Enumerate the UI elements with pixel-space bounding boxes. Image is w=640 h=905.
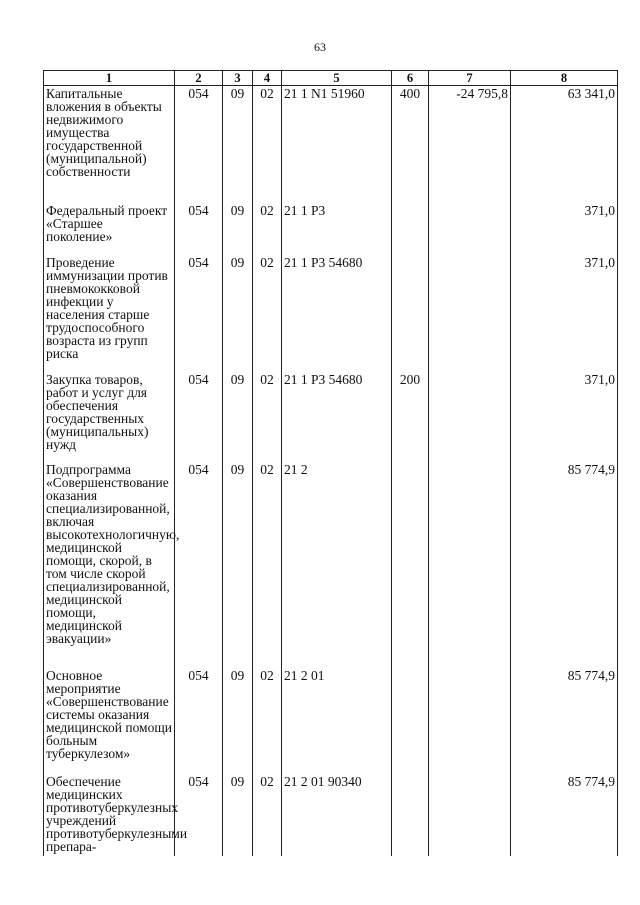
row-code-6: 200 (392, 372, 429, 462)
row-code-2: 054 (175, 255, 223, 372)
row-name: Капитальные вложения в объекты недвижимого имущества государственной (муниципальной) собственности (44, 86, 175, 203)
row-code-3: 09 (223, 203, 253, 255)
row-code-5: 21 1 Р3 54680 (282, 372, 392, 462)
row-code-2: 054 (175, 668, 223, 774)
col-header-5: 5 (282, 71, 392, 86)
row-change: -24 795,8 (429, 86, 511, 203)
row-code-5: 21 1 N1 51960 (282, 86, 392, 203)
row-change (429, 372, 511, 462)
row-amount: 85 774,9 (511, 462, 618, 668)
row-change (429, 255, 511, 372)
row-code-6 (392, 774, 429, 856)
table-row (44, 774, 618, 856)
row-code-3: 09 (223, 774, 253, 856)
table-row (44, 668, 618, 774)
row-code-4: 02 (253, 203, 282, 255)
row-code-5: 21 1 Р3 54680 (282, 255, 392, 372)
row-code-2: 054 (175, 372, 223, 462)
row-code-3: 09 (223, 86, 253, 203)
row-code-5: 21 2 01 (282, 668, 392, 774)
row-name: Основное мероприятие «Совершенствование системы оказания медицинской помощи больным туберкулезом» (44, 668, 175, 774)
budget-table (43, 70, 618, 856)
col-header-4: 4 (253, 71, 282, 86)
row-code-4: 02 (253, 774, 282, 856)
row-code-2: 054 (175, 774, 223, 856)
row-code-4: 02 (253, 372, 282, 462)
row-code-5: 21 1 Р3 (282, 203, 392, 255)
row-code-2: 054 (175, 462, 223, 668)
row-amount: 371,0 (511, 372, 618, 462)
row-name: Обеспечение медицинских противотуберкулезных учреждений противотуберкулезными препара- (44, 774, 175, 856)
table-row (44, 203, 618, 255)
row-amount: 371,0 (511, 255, 618, 372)
row-code-6 (392, 462, 429, 668)
col-header-2: 2 (175, 71, 223, 86)
row-name: Федеральный проект «Старшее поколение» (44, 203, 175, 255)
row-amount: 371,0 (511, 203, 618, 255)
row-name: Проведение иммунизации против пневмококковой инфекции у населения старше трудоспособного возраста из групп риска (44, 255, 175, 372)
row-code-2: 054 (175, 203, 223, 255)
row-change (429, 203, 511, 255)
col-header-6: 6 (392, 71, 429, 86)
header-row (44, 71, 618, 86)
row-code-6 (392, 203, 429, 255)
row-change (429, 774, 511, 856)
col-header-7: 7 (429, 71, 511, 86)
row-code-4: 02 (253, 462, 282, 668)
row-name: Закупка товаров, работ и услуг для обеспечения государственных (муниципальных) нужд (44, 372, 175, 462)
row-code-2: 054 (175, 86, 223, 203)
row-code-6 (392, 255, 429, 372)
row-name: Подпрограмма «Совершенствование оказания специализированной, включая высокотехнологичную, медицинской помощи, скорой, в том числе скорой специализированной, медицинской помощи, медицинской эвакуации» (44, 462, 175, 668)
row-change (429, 462, 511, 668)
row-code-5: 21 2 01 90340 (282, 774, 392, 856)
row-code-4: 02 (253, 255, 282, 372)
row-code-3: 09 (223, 255, 253, 372)
col-header-3: 3 (223, 71, 253, 86)
row-amount: 85 774,9 (511, 668, 618, 774)
table-row (44, 86, 618, 203)
row-code-6 (392, 668, 429, 774)
row-code-4: 02 (253, 668, 282, 774)
row-code-4: 02 (253, 86, 282, 203)
table-row (44, 462, 618, 668)
col-header-1: 1 (44, 71, 175, 86)
row-code-5: 21 2 (282, 462, 392, 668)
row-code-3: 09 (223, 372, 253, 462)
row-amount: 63 341,0 (511, 86, 618, 203)
row-amount: 85 774,9 (511, 774, 618, 856)
col-header-8: 8 (511, 71, 618, 86)
table-row (44, 255, 618, 372)
row-code-3: 09 (223, 462, 253, 668)
row-code-3: 09 (223, 668, 253, 774)
row-code-6: 400 (392, 86, 429, 203)
page-number: 63 (314, 40, 326, 54)
table-row (44, 372, 618, 462)
row-change (429, 668, 511, 774)
